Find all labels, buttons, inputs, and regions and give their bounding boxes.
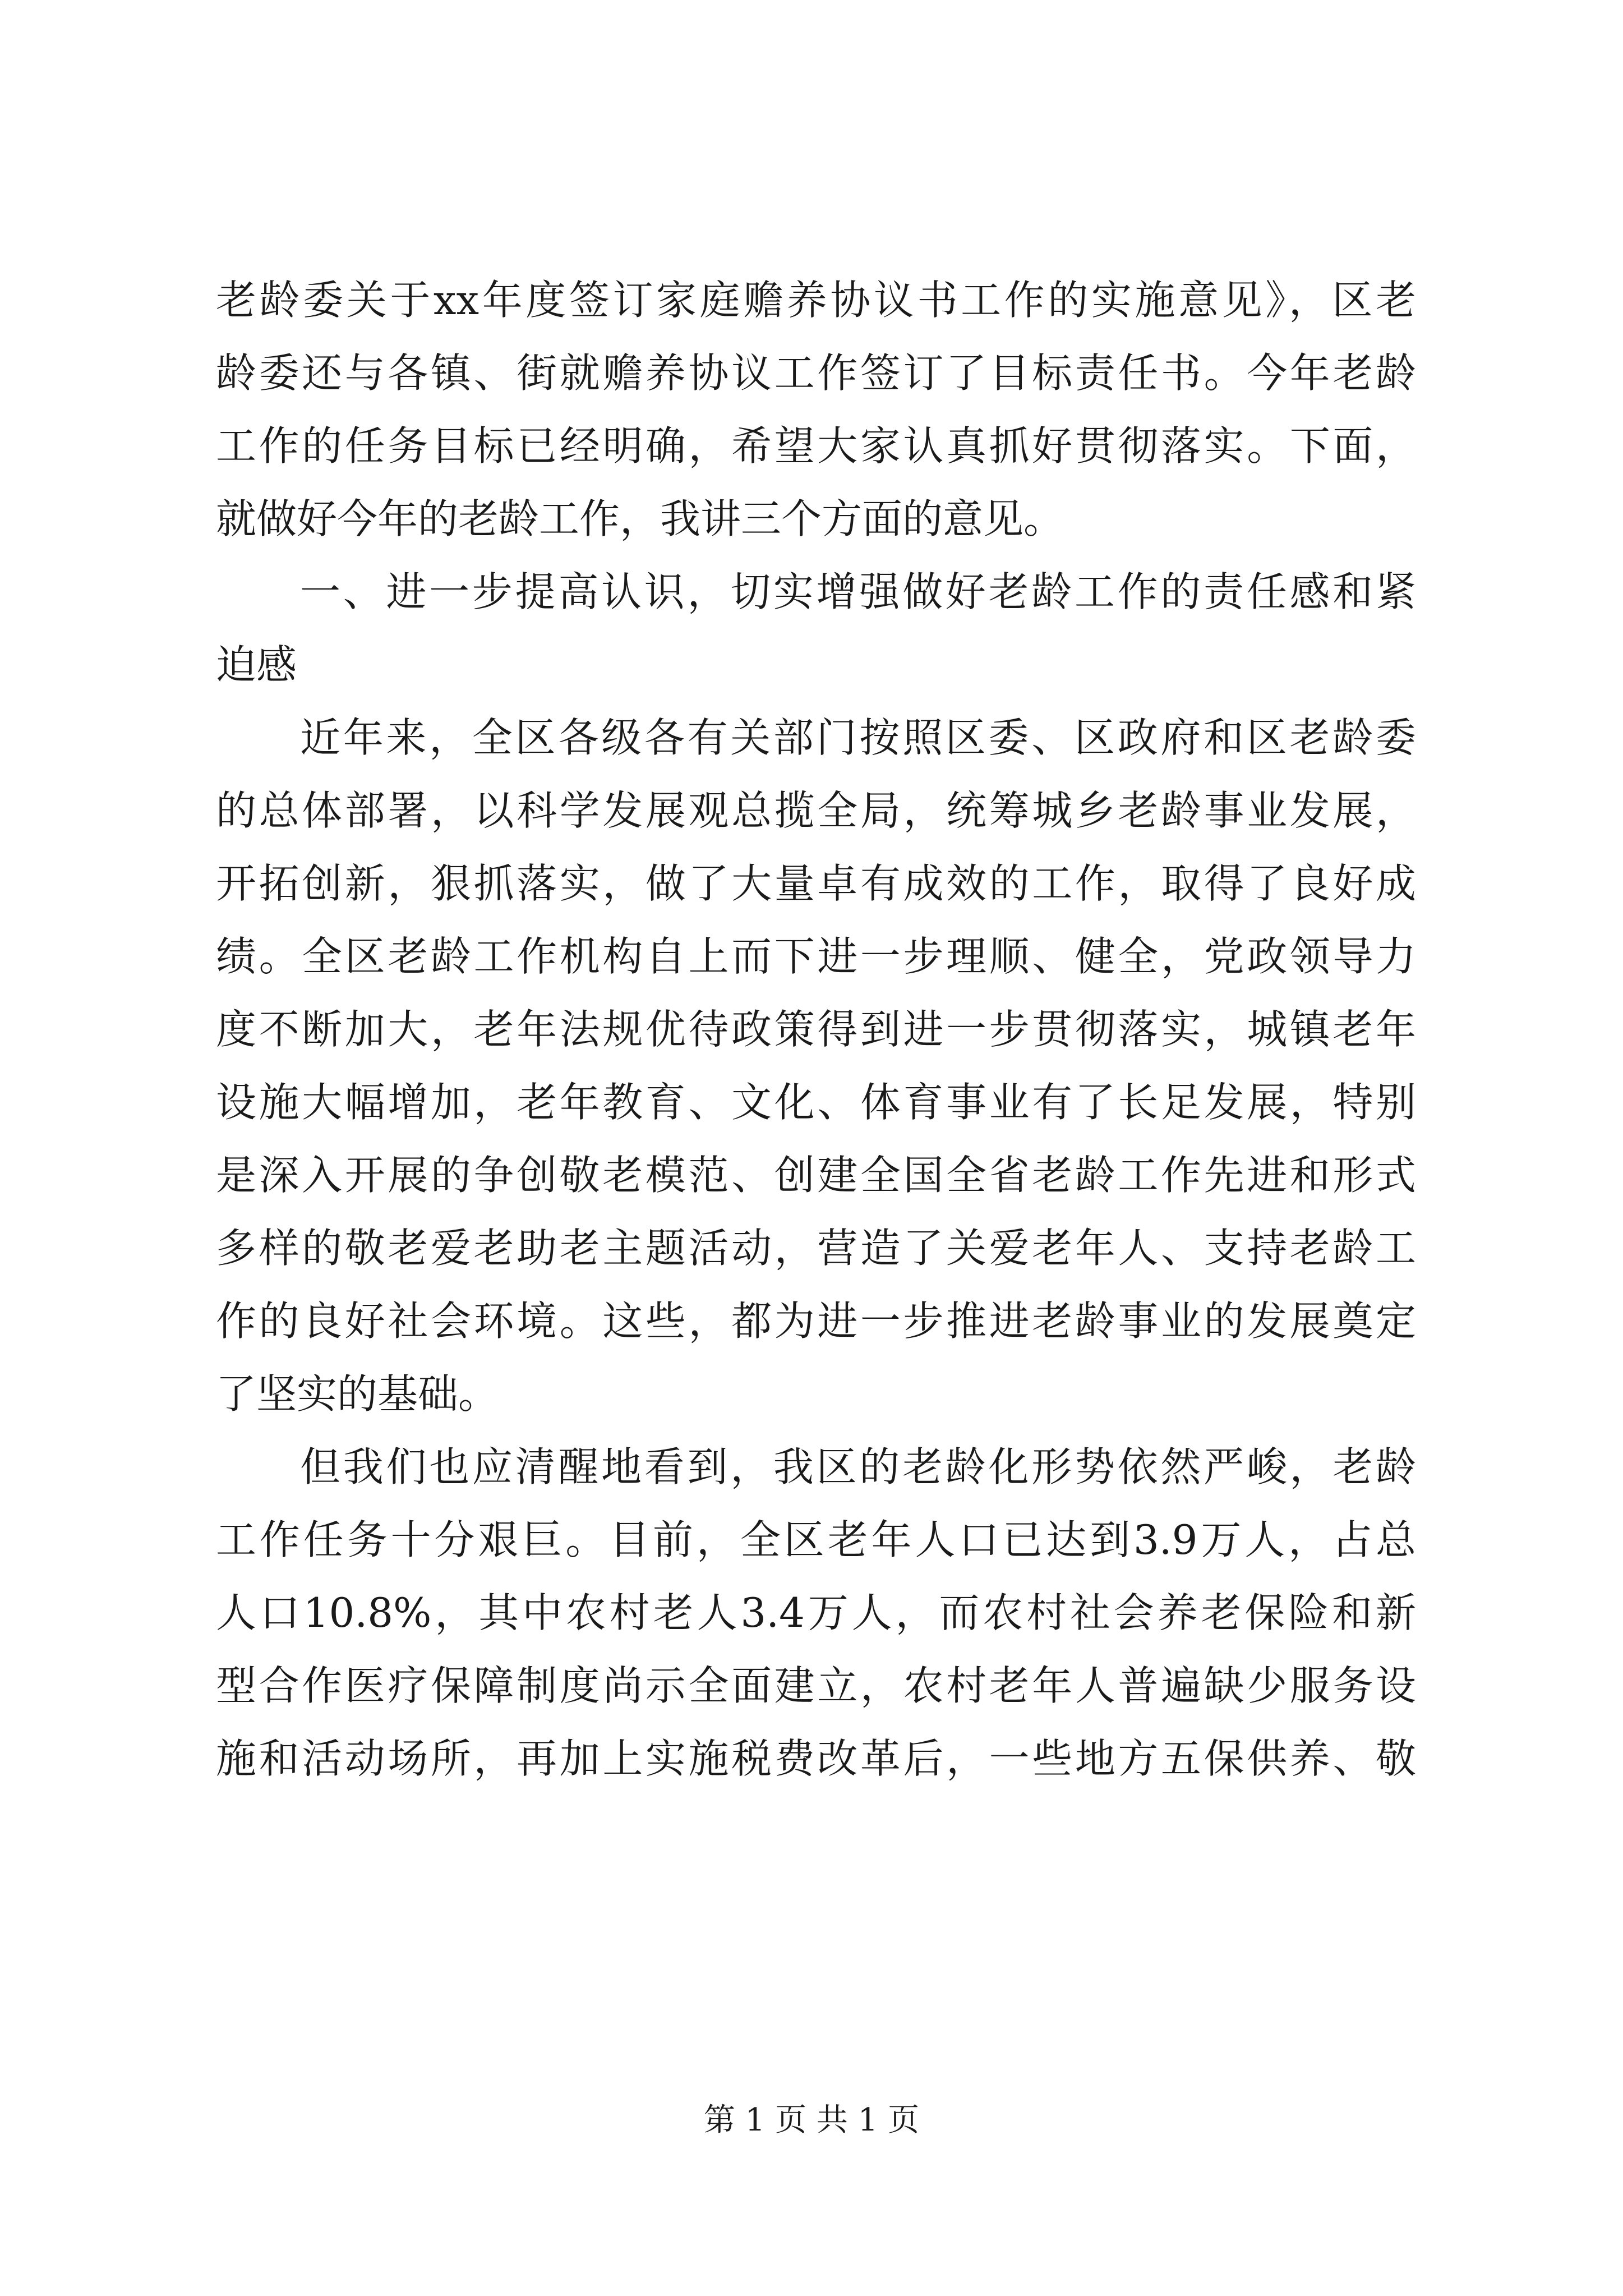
text-line: 老龄委关于xx年度签订家庭赡养协议书工作的实施意见》，区老 [216,277,1416,324]
text-line: 工作的任务目标已经明确，希望大家认真抓好贯彻落实。下面， [216,422,1416,470]
text-line: 开拓创新，狠抓落实，做了大量卓有成效的工作，取得了良好成 [216,860,1416,907]
text-line: 是深入开展的争创敬老模范、创建全国全省老龄工作先进和形式 [216,1152,1416,1199]
text-line: 度不断加大，老年法规优待政策得到进一步贯彻落实，城镇老年 [216,1006,1416,1053]
section-heading-line: 迫感 [216,641,297,688]
text-line: 就做好今年的老龄工作，我讲三个方面的意见。 [216,495,1064,542]
text-line: 的总体部署，以科学发展观总揽全局，统筹城乡老龄事业发展， [216,787,1416,834]
text-line: 作的良好社会环境。这些，都为进一步推进老龄事业的发展奠定 [216,1297,1416,1345]
text-line: 近年来，全区各级各有关部门按照区委、区政府和区老龄委 [300,714,1416,761]
text-line: 绩。全区老龄工作机构自上而下进一步理顺、健全，党政领导力 [216,933,1416,980]
text-line: 了坚实的基础。 [216,1370,499,1418]
text-line: 设施大幅增加，老年教育、文化、体育事业有了长足发展，特别 [216,1079,1416,1126]
text-line: 型合作医疗保障制度尚示全面建立，农村老年人普遍缺少服务设 [216,1662,1416,1709]
text-line: 人口10.8%，其中农村老人3.4万人，而农村社会养老保险和新 [216,1589,1416,1636]
page-number-footer: 第 1 页 共 1 页 [703,2102,920,2138]
text-line: 施和活动场所，再加上实施税费改革后，一些地方五保供养、敬 [216,1735,1416,1782]
text-line: 但我们也应清醒地看到，我区的老龄化形势依然严峻，老龄 [300,1443,1416,1490]
section-heading-line: 一、进一步提高认识，切实增强做好老龄工作的责任感和紧 [300,568,1416,615]
text-line: 多样的敬老爱老助老主题活动，营造了关爱老年人、支持老龄工 [216,1225,1416,1272]
document-body [216,264,1416,1795]
text-line: 龄委还与各镇、街就赡养协议工作签订了目标责任书。今年老龄 [216,349,1416,397]
text-line: 工作任务十分艰巨。目前，全区老年人口已达到3.9万人，占总 [216,1516,1416,1563]
